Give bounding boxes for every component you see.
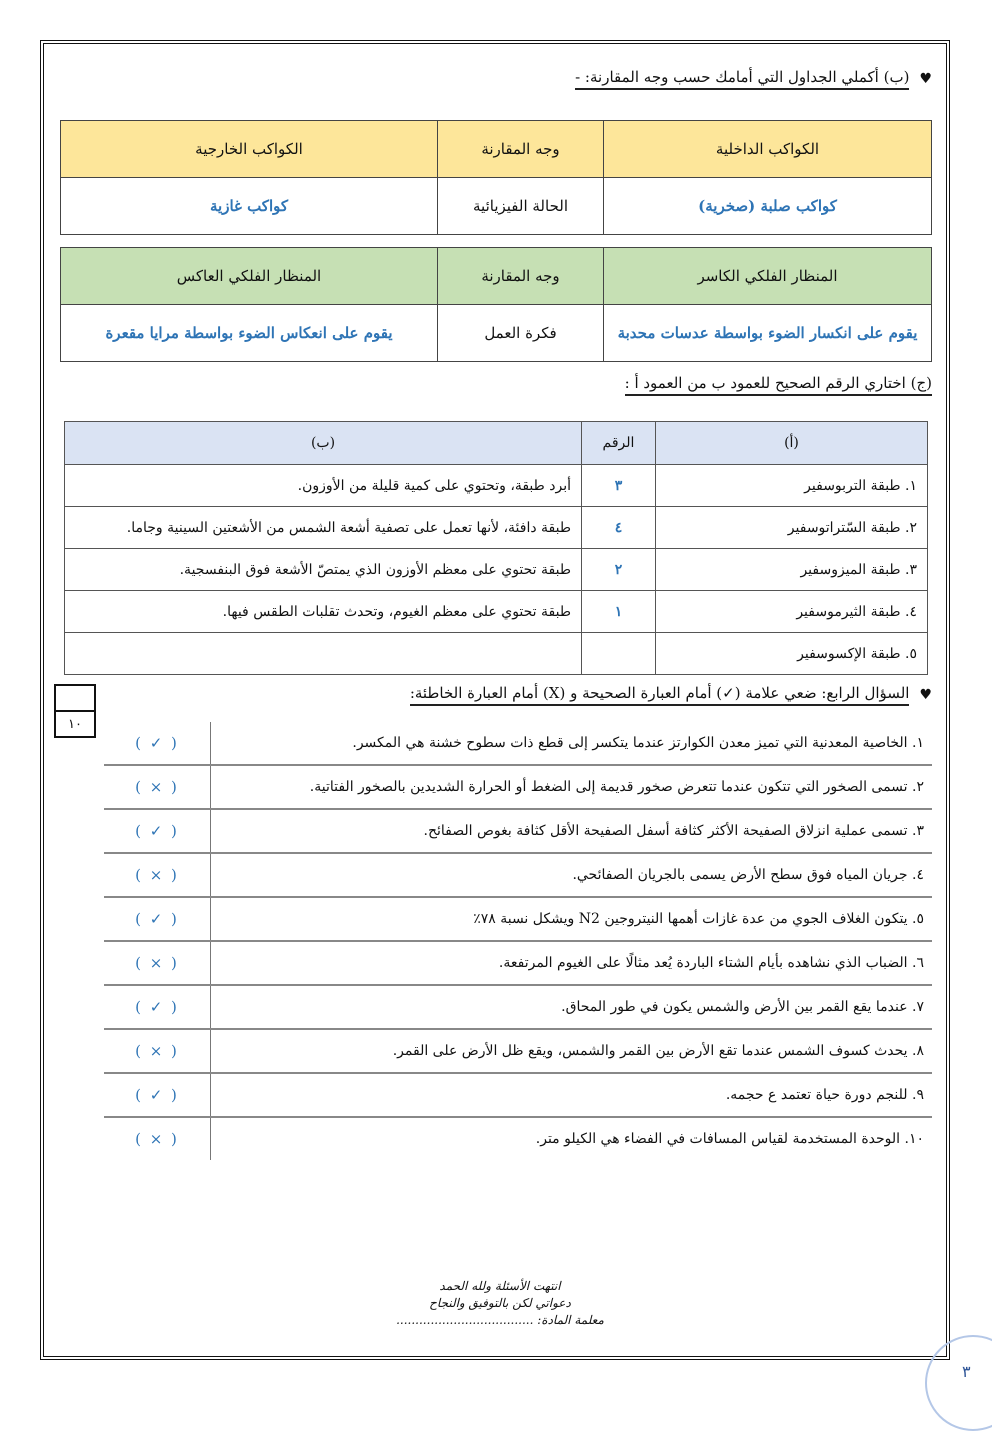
answer-reflecting: يقوم على انعكاس الضوء بواسطة مرايا مقعرة	[61, 305, 438, 362]
section-c-title: (ج) اختاري الرقم الصحيح للعمود ب من العمود أ :	[625, 374, 932, 396]
header-number: الرقم	[582, 422, 656, 465]
closing-line-wishes: دعواتي لكن بالتوفيق والنجاح	[429, 1296, 571, 1310]
column-a-cell: ٥. طبقة الإكسوسفير	[656, 633, 928, 675]
list-item	[104, 942, 932, 986]
cross-mark-answer[interactable]: ( × )	[135, 1042, 179, 1060]
table-row	[61, 305, 932, 362]
statement-text: ٩. للنجم دورة حياة تعتمد ع حجمه.	[210, 1074, 932, 1116]
section-b-heading	[575, 68, 932, 90]
statement-text: ٤. جريان المياه فوق سطح الأرض يسمى بالجريان الصفائحي.	[210, 854, 932, 896]
list-item	[104, 722, 932, 766]
answer-number-input[interactable]: ٢	[582, 549, 656, 591]
column-b-cell: طبقة دافئة، لأنها تعمل على تصفية أشعة الشمس من الأشعتين السينية وجاما.	[65, 507, 582, 549]
list-item	[104, 986, 932, 1030]
header-column-a: (أ)	[656, 422, 928, 465]
column-a-cell: ١. طبقة التربوسفير	[656, 465, 928, 507]
answer-inner-planets: كواكب صلبة (صخرية)	[604, 178, 932, 235]
check-mark-answer[interactable]: ( ✓ )	[135, 998, 179, 1016]
table-header-row	[61, 121, 932, 178]
cross-mark-answer[interactable]: ( × )	[135, 778, 179, 796]
table-header-row	[61, 248, 932, 305]
table-row	[65, 465, 928, 507]
closing-line-teacher: معلمة المادة: ....................................	[396, 1313, 604, 1327]
check-mark-answer[interactable]: ( ✓ )	[135, 1086, 179, 1104]
answer-outer-planets: كواكب غازية	[61, 178, 438, 235]
header-inner-planets: الكواكب الداخلية	[604, 121, 932, 178]
score-total: ١٠	[68, 717, 82, 732]
list-item	[104, 854, 932, 898]
section-4-title: السؤال الرابع: ضعي علامة (✓) أمام العبارة الصحيحة و (X) أمام العبارة الخاطئة:	[410, 684, 910, 706]
closing-note	[340, 1278, 660, 1329]
cross-mark-answer[interactable]: ( × )	[135, 1130, 179, 1148]
list-item	[104, 1030, 932, 1074]
answer-number-input[interactable]	[582, 633, 656, 675]
column-b-cell	[65, 633, 582, 675]
check-mark-answer[interactable]: ( ✓ )	[135, 734, 179, 752]
table-row	[65, 591, 928, 633]
statement-text: ٦. الضباب الذي نشاهده بأيام الشتاء الباردة يُعد مثالًا على الغيوم المرتفعة.	[210, 942, 932, 984]
statement-text: ٥. يتكون الغلاف الجوي من عدة غازات أهمها النيتروجين N2 ويشكل نسبة ٧٨٪	[210, 898, 932, 940]
column-b-cell: طبقة تحتوي على معظم الأوزون الذي يمتصّ الأشعة فوق البنفسجية.	[65, 549, 582, 591]
section-c-heading	[625, 374, 932, 396]
matching-table	[64, 421, 928, 675]
table-row	[65, 507, 928, 549]
answer-refracting: يقوم على انكسار الضوء بواسطة عدسات محدبة	[604, 305, 932, 362]
check-mark-answer[interactable]: ( ✓ )	[135, 822, 179, 840]
list-item	[104, 766, 932, 810]
score-box	[54, 684, 96, 738]
page-number: ٣	[962, 1362, 971, 1381]
true-false-list	[104, 722, 932, 1160]
column-b-cell: أبرد طبقة، وتحتوي على كمية قليلة من الأوزون.	[65, 465, 582, 507]
column-a-cell: ٢. طبقة السّتراتوسفير	[656, 507, 928, 549]
list-item	[104, 898, 932, 942]
statement-text: ٣. تسمى عملية انزلاق الصفيحة الأكثر كثافة أسفل الصفيحة الأقل كثافة بغوص الصفائح.	[210, 810, 932, 852]
header-reflecting: المنظار الفلكي العاكس	[61, 248, 438, 305]
section-b-title: (ب) أكملي الجداول التي أمامك حسب وجه المقارنة: -	[575, 68, 909, 90]
header-refracting: المنظار الفلكي الكاسر	[604, 248, 932, 305]
section-4-heading	[410, 684, 932, 706]
list-item	[104, 1074, 932, 1118]
comparison-aspect: فكرة العمل	[438, 305, 604, 362]
statement-text: ٨. يحدث كسوف الشمس عندما تقع الأرض بين القمر والشمس، ويقع ظل الأرض على القمر.	[210, 1030, 932, 1072]
check-mark-answer[interactable]: ( ✓ )	[135, 910, 179, 928]
header-column-b: (ب)	[65, 422, 582, 465]
statement-text: ٧. عندما يقع القمر بين الأرض والشمس يكون في طور المحاق.	[210, 986, 932, 1028]
closing-line-end: انتهت الأسئلة ولله الحمد	[439, 1279, 561, 1293]
table-row	[65, 633, 928, 675]
answer-number-input[interactable]: ١	[582, 591, 656, 633]
list-item	[104, 810, 932, 854]
comparison-aspect: الحالة الفيزيائية	[438, 178, 604, 235]
telescopes-comparison-table	[60, 247, 932, 362]
table-header-row	[65, 422, 928, 465]
answer-number-input[interactable]: ٤	[582, 507, 656, 549]
header-outer-planets: الكواكب الخارجية	[61, 121, 438, 178]
score-earned[interactable]	[56, 686, 94, 712]
cross-mark-answer[interactable]: ( × )	[135, 954, 179, 972]
statement-text: ١. الخاصية المعدنية التي تميز معدن الكوارتز عندما يتكسر إلى قطع ذات سطوح خشنة هي المكسر.	[210, 722, 932, 764]
answer-number-input[interactable]: ٣	[582, 465, 656, 507]
column-a-cell: ٣. طبقة الميزوسفير	[656, 549, 928, 591]
statement-text: ٢. تسمى الصخور التي تتكون عندما تتعرض صخور قديمة إلى الضغط أو الحرارة الشديدين بالصخور الفتاتية.	[210, 766, 932, 808]
column-a-cell: ٤. طبقة الثيرموسفير	[656, 591, 928, 633]
planets-comparison-table	[60, 120, 932, 235]
table-row	[65, 549, 928, 591]
heart-bullet-icon: ♥	[919, 71, 932, 87]
column-b-cell: طبقة تحتوي على معظم الغيوم، وتحدث تقلبات الطقس فيها.	[65, 591, 582, 633]
header-comparison: وجه المقارنة	[438, 121, 604, 178]
header-comparison: وجه المقارنة	[438, 248, 604, 305]
list-item	[104, 1118, 932, 1160]
table-row	[61, 178, 932, 235]
statement-text: ١٠. الوحدة المستخدمة لقياس المسافات في الفضاء هي الكيلو متر.	[210, 1118, 932, 1160]
cross-mark-answer[interactable]: ( × )	[135, 866, 179, 884]
heart-bullet-icon: ♥	[919, 687, 932, 703]
